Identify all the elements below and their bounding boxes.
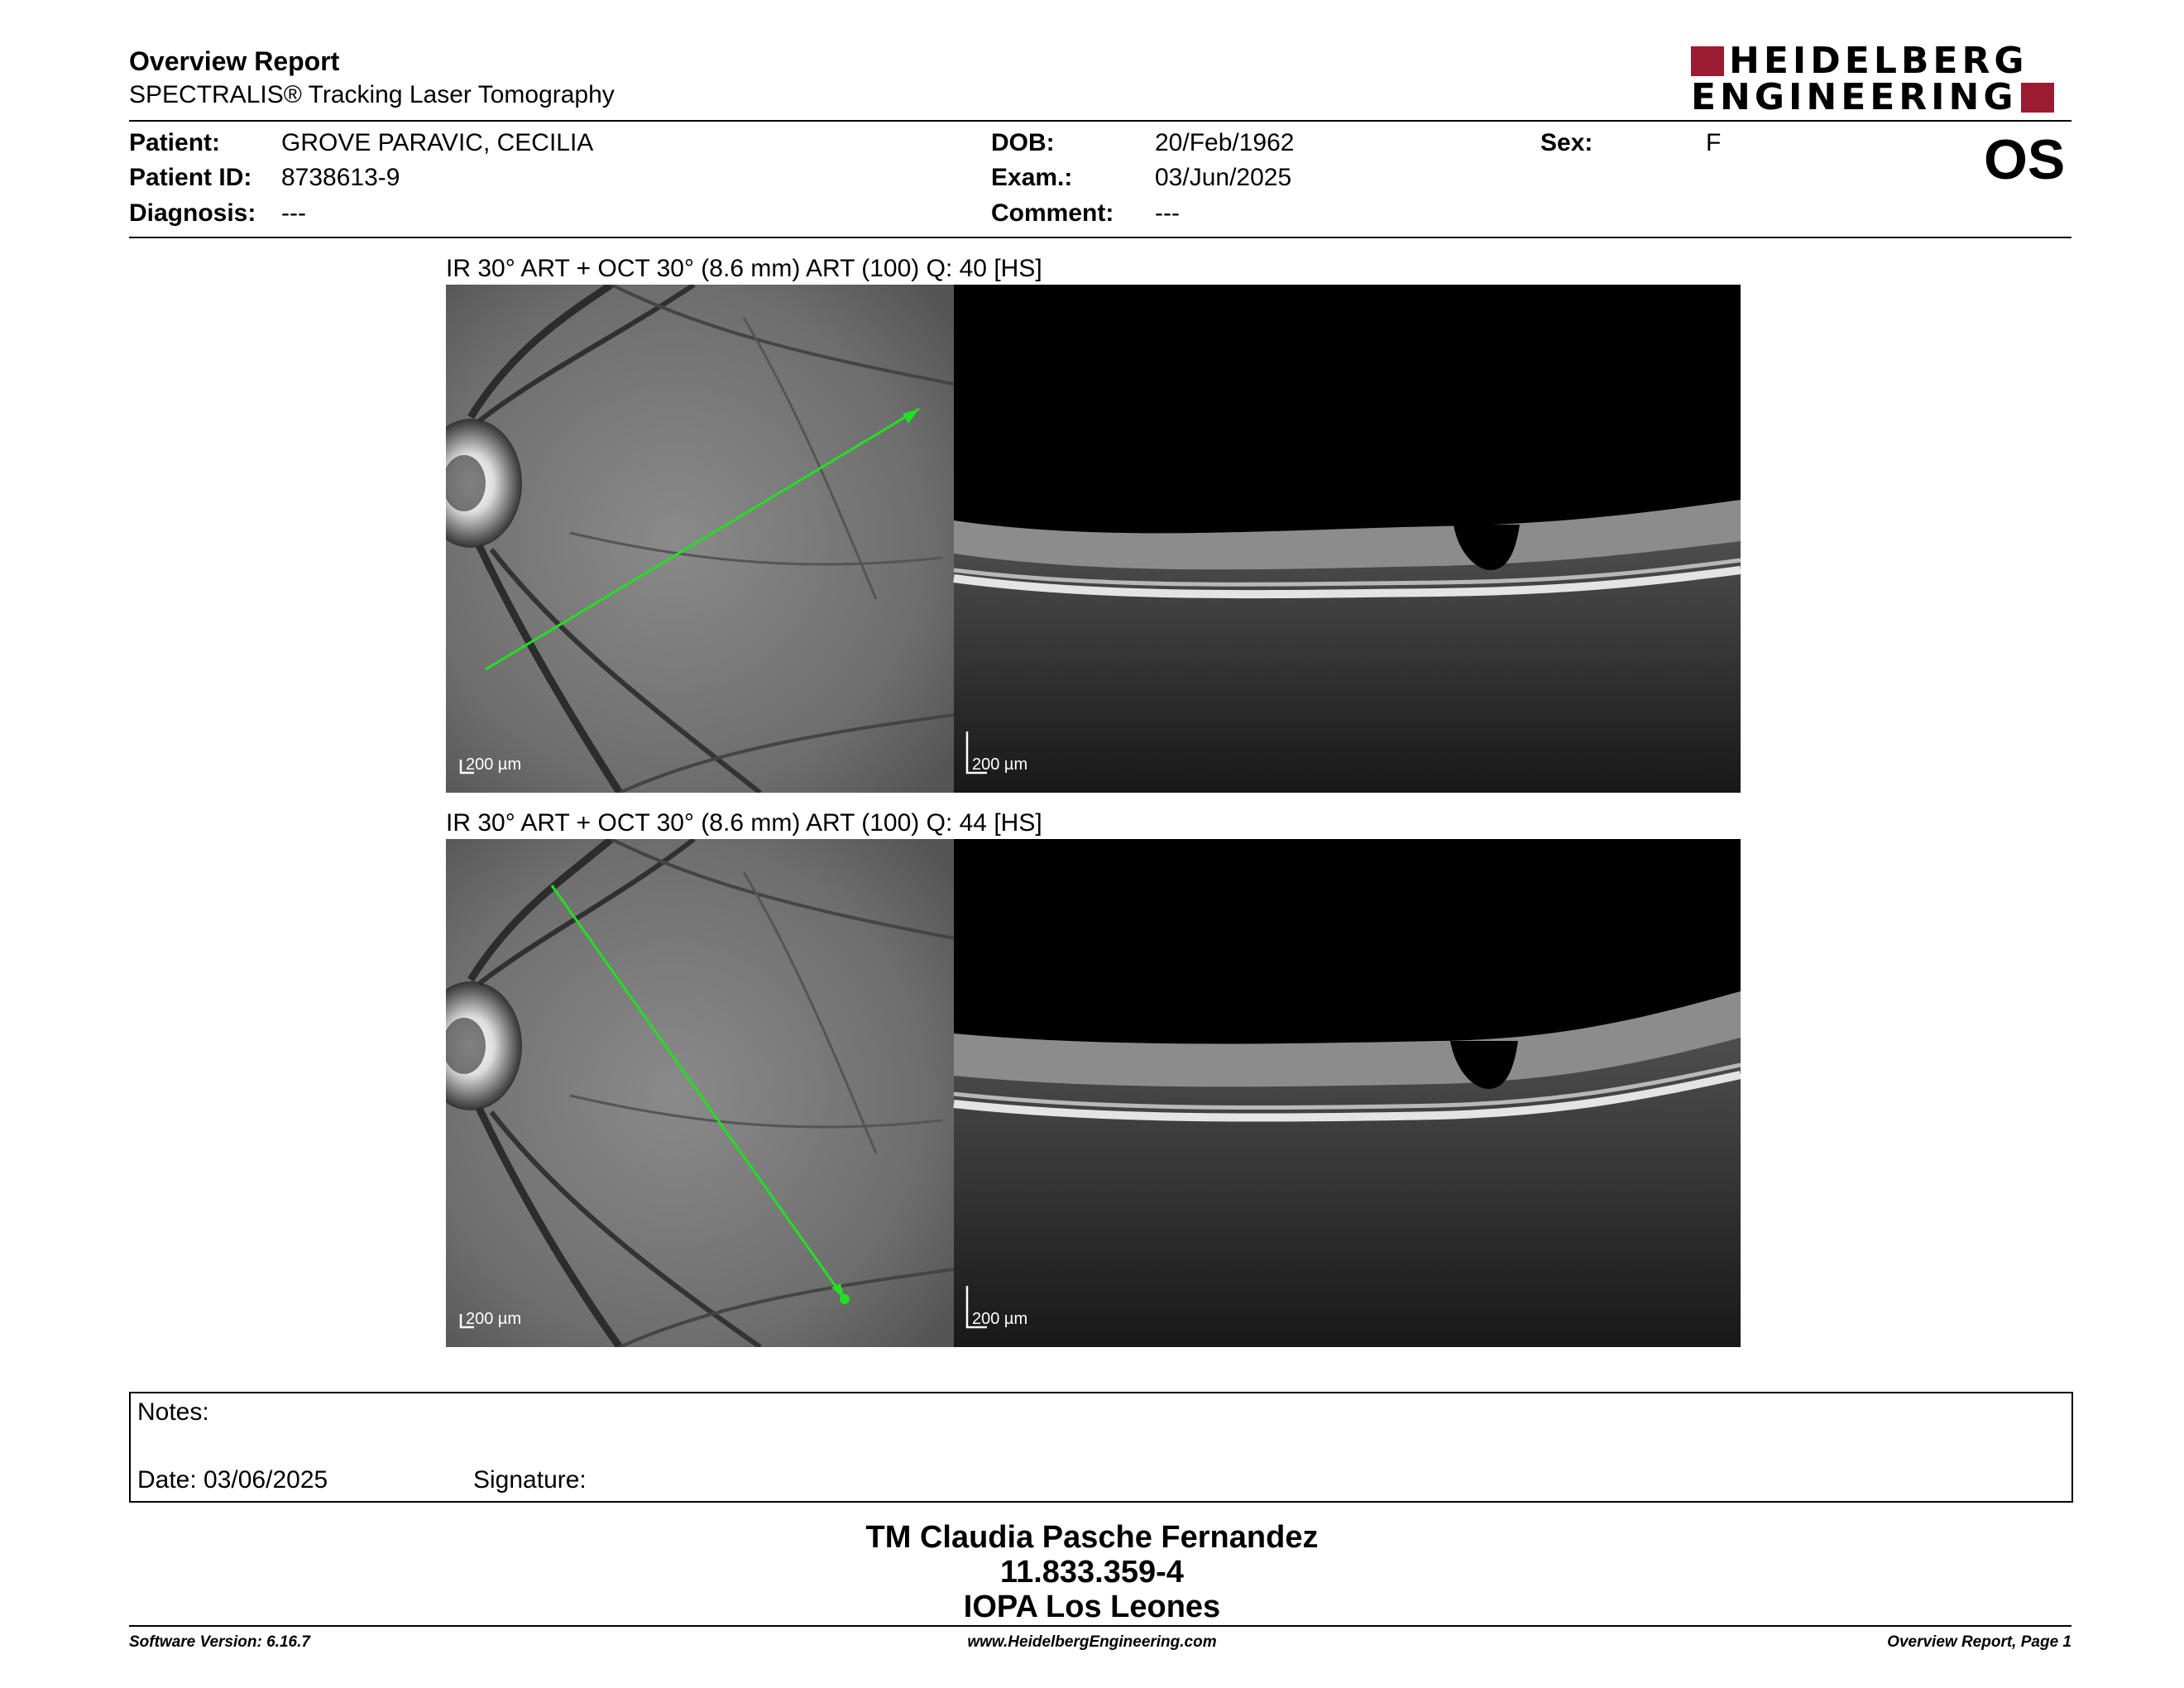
dob-label: DOB:: [991, 129, 1055, 156]
date-field: Date: 03/06/2025: [137, 1466, 328, 1494]
diagnosis-label: Diagnosis:: [129, 199, 256, 227]
ir-scale-label-1: 200 µm: [466, 755, 522, 774]
scan-title-1: IR 30° ART + OCT 30° (8.6 mm) ART (100) Q: 40 [HS]: [446, 255, 1042, 282]
scan-panel-2: [446, 839, 1741, 1347]
oct-scale-label-2: 200 µm: [972, 1310, 1028, 1328]
oct-scale-label-1: 200 µm: [972, 755, 1028, 774]
sex-label: Sex:: [1540, 129, 1593, 156]
report-subtitle: SPECTRALIS® Tracking Laser Tomography: [129, 81, 615, 108]
scan-image-2: [446, 839, 1741, 1347]
scan-panel-1: [446, 285, 1741, 793]
patient-label: Patient:: [129, 129, 221, 156]
comment-value: ---: [1155, 199, 1180, 227]
report-title: Overview Report: [129, 46, 340, 76]
comment-label: Comment:: [991, 199, 1114, 227]
ir-fundus-image-1: [446, 285, 954, 793]
logo-line-2: ENGINEERING: [1691, 76, 2018, 118]
page-indicator: Overview Report, Page 1: [1887, 1633, 2071, 1651]
patient-name: GROVE PARAVIC, CECILIA: [281, 129, 594, 156]
notes-label: Notes:: [137, 1398, 209, 1426]
logo-square-icon: [1691, 46, 1724, 76]
scan-image-1: [446, 285, 1741, 793]
oct-bscan-image-2: [954, 839, 1741, 1347]
logo-square-icon: [2021, 83, 2054, 113]
logo-line-1: HEIDELBERG: [1729, 40, 2028, 82]
signature-label: Signature:: [473, 1466, 587, 1494]
ir-scale-label-2: 200 µm: [466, 1310, 522, 1328]
software-version: Software Version: 6.16.7: [129, 1633, 310, 1651]
footer-divider: [129, 1625, 2071, 1627]
oct-bscan-image-1: [954, 285, 1741, 793]
patient-id-label: Patient ID:: [129, 164, 252, 191]
sex-value: F: [1706, 129, 1722, 156]
eye-laterality: OS: [1984, 128, 2066, 191]
diagnosis-value: ---: [281, 199, 306, 227]
scan-title-2: IR 30° ART + OCT 30° (8.6 mm) ART (100) Q: 44 [HS]: [446, 809, 1042, 837]
patient-id: 8738613-9: [281, 164, 400, 191]
website-link[interactable]: www.HeidelbergEngineering.com: [967, 1633, 1217, 1651]
exam-label: Exam.:: [991, 164, 1073, 191]
patient-divider: [129, 237, 2071, 238]
signoff-id: 11.833.359-4: [1000, 1555, 1184, 1590]
exam-value: 03/Jun/2025: [1155, 164, 1292, 191]
scan-end-dot-icon: [840, 1294, 850, 1304]
signoff-place: IOPA Los Leones: [963, 1590, 1221, 1624]
notes-box: [129, 1392, 2073, 1503]
signoff-name: TM Claudia Pasche Fernandez: [865, 1520, 1319, 1555]
dob-value: 20/Feb/1962: [1155, 129, 1295, 156]
header-divider: [129, 120, 2071, 122]
